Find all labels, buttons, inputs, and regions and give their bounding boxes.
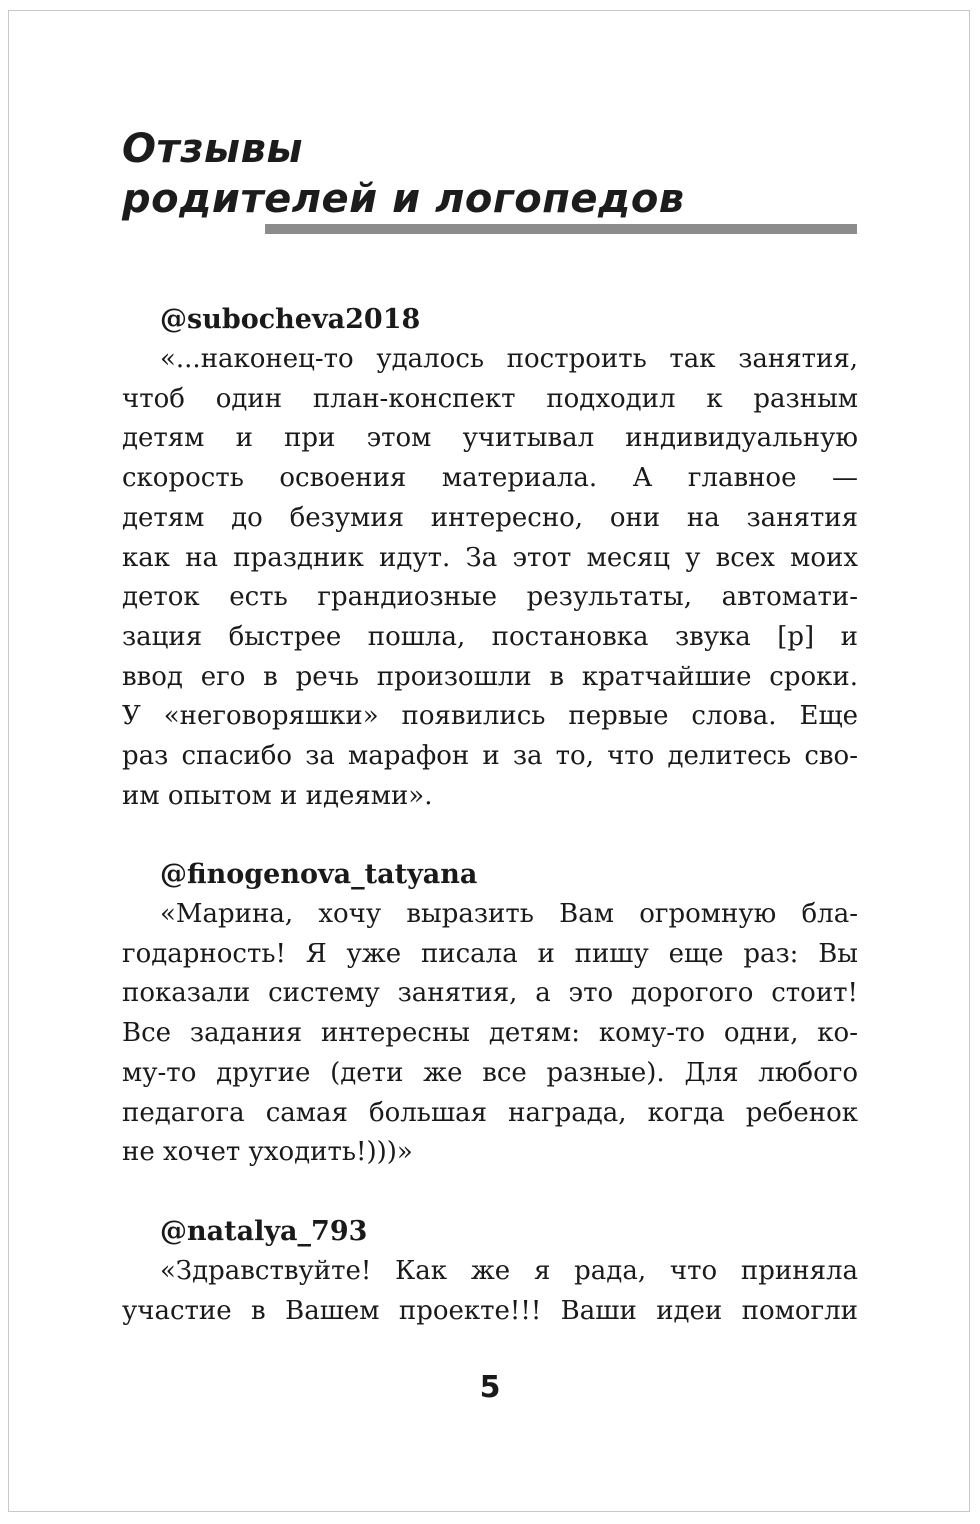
review-text-line: не хочет уходить!)))» — [122, 1137, 413, 1168]
review-text-line: «...наконец-то удалось построить так занятия, — [160, 344, 858, 374]
heading-line-2: родителей и логопедов — [122, 176, 685, 222]
review-author-handle: @finogenova_tatyana — [160, 859, 478, 890]
review-text-line: им опытом и идеями». — [122, 780, 433, 811]
heading-underline — [265, 224, 857, 234]
review-text-line: детям и при этом учитывал индивидуальную — [122, 423, 858, 454]
review-text-line: годарность! Я уже писала и пишу еще раз: Вы — [122, 938, 858, 969]
review-text-line: участие в Вашем проекте!!! Ваши идеи помогли — [122, 1295, 858, 1326]
review-author-handle: @subocheva2018 — [160, 304, 421, 335]
review-text-line: зация быстрее пошла, постановка звука [р] и — [122, 621, 858, 652]
review-block — [122, 855, 858, 1173]
heading-line-1: Отзывы — [122, 126, 304, 172]
section-heading — [122, 124, 685, 224]
review-text-line: му-то другие (дети же все разные). Для любого — [122, 1057, 858, 1088]
review-text-line: педагога самая большая награда, когда ребенок — [122, 1097, 858, 1128]
review-text-line: показали систему занятия, а это дорогого стоит! — [122, 978, 858, 1009]
review-text-line: У «неговоряшки» появились первые слова. Еще — [122, 701, 858, 732]
review-text-line: раз спасибо за марафон и за то, что делитесь сво- — [122, 741, 858, 772]
review-text-line: «Марина, хочу выразить Вам огромную бла- — [160, 899, 858, 929]
review-text-line: ввод его в речь произошли в кратчайшие сроки. — [122, 661, 858, 692]
review-text-line: «Здравствуйте! Как же я рада, что приняла — [160, 1256, 858, 1286]
review-block — [122, 1212, 858, 1331]
review-text-line: скорость освоения материала. А главное — — [122, 463, 858, 494]
review-text-line: чтоб один план-конспект подходил к разным — [122, 383, 858, 414]
review-block — [122, 300, 858, 816]
review-text-line: Все задания интересны детям: кому-то одни, ко- — [122, 1018, 858, 1049]
page-number: 5 — [479, 1370, 501, 1405]
review-author-handle: @natalya_793 — [160, 1216, 368, 1247]
review-text-line: деток есть грандиозные результаты, автомати- — [122, 582, 858, 613]
review-text-line: детям до безумия интересно, они на занятия — [122, 502, 858, 533]
review-text-line: как на праздник идут. За этот месяц у всех моих — [122, 542, 858, 573]
